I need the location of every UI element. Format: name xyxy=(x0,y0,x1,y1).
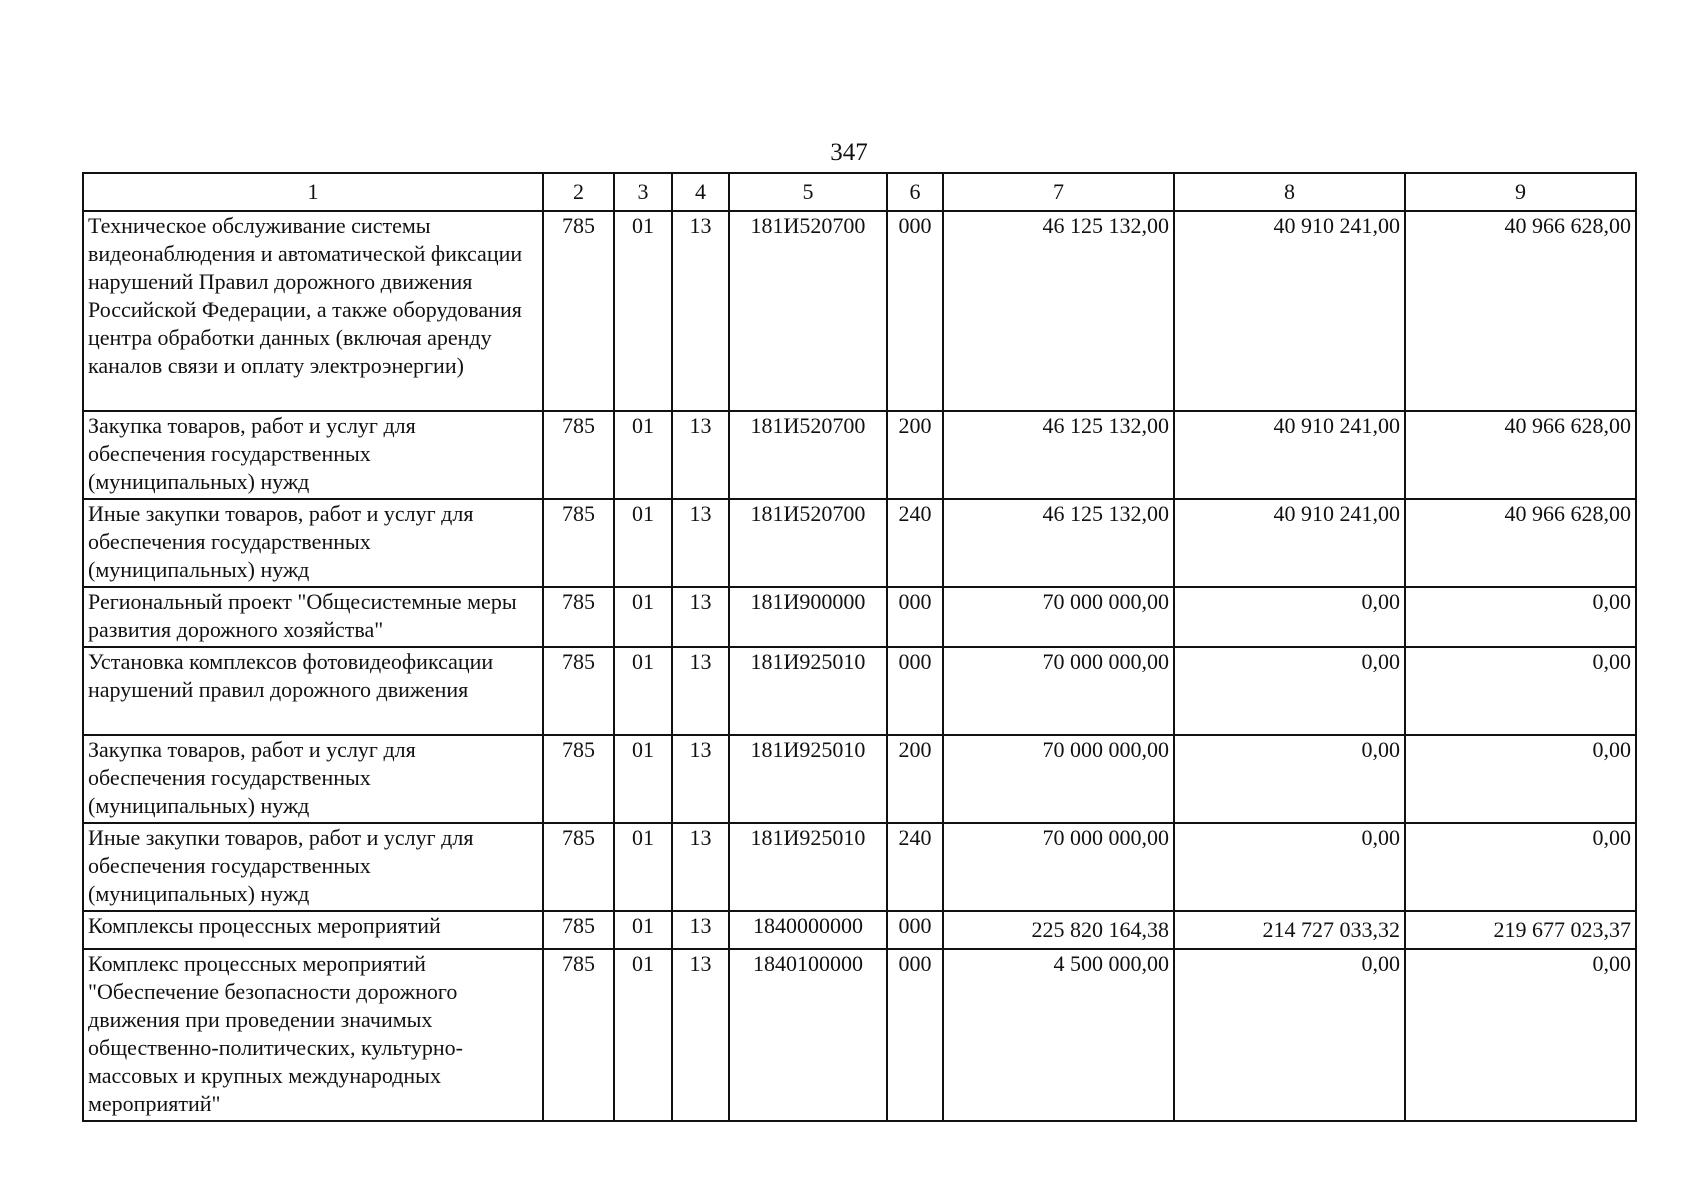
budget-table xyxy=(82,172,1637,1122)
amount-col9: 40 966 628,00 xyxy=(1405,499,1636,587)
item-name: Иные закупки товаров, работ и услуг для обеспечения государственных (муниципальных) нужд xyxy=(83,823,543,911)
subsection-code: 13 xyxy=(672,823,729,911)
subsection-code: 13 xyxy=(672,911,729,949)
expense-type-code: 000 xyxy=(887,949,943,1121)
column-header: 8 xyxy=(1174,173,1405,211)
section-code: 01 xyxy=(614,949,672,1121)
table-row xyxy=(83,587,1636,647)
amount-col7: 225 820 164,38 xyxy=(943,911,1174,949)
ministry-code: 785 xyxy=(543,647,614,735)
amount-col7: 46 125 132,00 xyxy=(943,411,1174,499)
ministry-code: 785 xyxy=(543,949,614,1121)
ministry-code: 785 xyxy=(543,499,614,587)
item-name: Техническое обслуживание системы видеонаблюдения и автоматической фиксации нарушений Правил дорожного движения Российской Федерации, а также оборудования центра обработки данных (включая аренду каналов связи и оплату электроэнергии) xyxy=(83,211,543,411)
ministry-code: 785 xyxy=(543,211,614,411)
ministry-code: 785 xyxy=(543,411,614,499)
target-article-code: 181И925010 xyxy=(729,647,887,735)
amount-col7: 70 000 000,00 xyxy=(943,735,1174,823)
subsection-code: 13 xyxy=(672,735,729,823)
amount-col8: 40 910 241,00 xyxy=(1174,499,1405,587)
column-header: 7 xyxy=(943,173,1174,211)
amount-col9: 0,00 xyxy=(1405,823,1636,911)
target-article-code: 1840000000 xyxy=(729,911,887,949)
expense-type-code: 240 xyxy=(887,499,943,587)
table-row xyxy=(83,499,1636,587)
ministry-code: 785 xyxy=(543,735,614,823)
item-name: Установка комплексов фотовидеофиксации нарушений правил дорожного движения xyxy=(83,647,543,735)
table-row xyxy=(83,411,1636,499)
amount-col8: 40 910 241,00 xyxy=(1174,411,1405,499)
item-name: Закупка товаров, работ и услуг для обеспечения государственных (муниципальных) нужд xyxy=(83,735,543,823)
amount-col9: 0,00 xyxy=(1405,587,1636,647)
column-header: 9 xyxy=(1405,173,1636,211)
amount-col8: 0,00 xyxy=(1174,647,1405,735)
expense-type-code: 000 xyxy=(887,647,943,735)
column-header: 3 xyxy=(614,173,672,211)
subsection-code: 13 xyxy=(672,411,729,499)
table-row xyxy=(83,911,1636,949)
expense-type-code: 240 xyxy=(887,823,943,911)
section-code: 01 xyxy=(614,411,672,499)
amount-col9: 219 677 023,37 xyxy=(1405,911,1636,949)
expense-type-code: 000 xyxy=(887,587,943,647)
column-header: 1 xyxy=(83,173,543,211)
item-name: Иные закупки товаров, работ и услуг для обеспечения государственных (муниципальных) нужд xyxy=(83,499,543,587)
column-header: 5 xyxy=(729,173,887,211)
column-header: 6 xyxy=(887,173,943,211)
amount-col8: 0,00 xyxy=(1174,735,1405,823)
amount-col8: 0,00 xyxy=(1174,949,1405,1121)
target-article-code: 1840100000 xyxy=(729,949,887,1121)
amount-col8: 0,00 xyxy=(1174,823,1405,911)
amount-col8: 0,00 xyxy=(1174,587,1405,647)
column-header: 2 xyxy=(543,173,614,211)
table-row xyxy=(83,949,1636,1121)
table-row xyxy=(83,735,1636,823)
ministry-code: 785 xyxy=(543,911,614,949)
table-row xyxy=(83,823,1636,911)
amount-col9: 0,00 xyxy=(1405,647,1636,735)
target-article-code: 181И520700 xyxy=(729,499,887,587)
section-code: 01 xyxy=(614,499,672,587)
subsection-code: 13 xyxy=(672,499,729,587)
target-article-code: 181И900000 xyxy=(729,587,887,647)
expense-type-code: 200 xyxy=(887,735,943,823)
target-article-code: 181И520700 xyxy=(729,411,887,499)
ministry-code: 785 xyxy=(543,823,614,911)
expense-type-code: 000 xyxy=(887,211,943,411)
subsection-code: 13 xyxy=(672,587,729,647)
section-code: 01 xyxy=(614,587,672,647)
item-name: Комплекс процессных мероприятий "Обеспечение безопасности дорожного движения при проведении значимых общественно-политических, культурно-массовых и крупных международных мероприятий" xyxy=(83,949,543,1121)
column-header: 4 xyxy=(672,173,729,211)
amount-col8: 40 910 241,00 xyxy=(1174,211,1405,411)
amount-col7: 70 000 000,00 xyxy=(943,587,1174,647)
table-row xyxy=(83,211,1636,411)
table-row xyxy=(83,647,1636,735)
section-code: 01 xyxy=(614,735,672,823)
amount-col7: 46 125 132,00 xyxy=(943,499,1174,587)
expense-type-code: 200 xyxy=(887,411,943,499)
amount-col7: 70 000 000,00 xyxy=(943,823,1174,911)
subsection-code: 13 xyxy=(672,949,729,1121)
section-code: 01 xyxy=(614,647,672,735)
amount-col9: 0,00 xyxy=(1405,735,1636,823)
column-number-row xyxy=(83,173,1636,211)
item-name: Закупка товаров, работ и услуг для обеспечения государственных (муниципальных) нужд xyxy=(83,411,543,499)
item-name: Комплексы процессных мероприятий xyxy=(83,911,543,949)
subsection-code: 13 xyxy=(672,211,729,411)
section-code: 01 xyxy=(614,211,672,411)
amount-col7: 46 125 132,00 xyxy=(943,211,1174,411)
amount-col9: 40 966 628,00 xyxy=(1405,211,1636,411)
page-number: 347 xyxy=(830,139,868,166)
ministry-code: 785 xyxy=(543,587,614,647)
target-article-code: 181И925010 xyxy=(729,735,887,823)
amount-col7: 70 000 000,00 xyxy=(943,647,1174,735)
item-name: Региональный проект "Общесистемные меры развития дорожного хозяйства" xyxy=(83,587,543,647)
target-article-code: 181И925010 xyxy=(729,823,887,911)
amount-col7: 4 500 000,00 xyxy=(943,949,1174,1121)
subsection-code: 13 xyxy=(672,647,729,735)
target-article-code: 181И520700 xyxy=(729,211,887,411)
section-code: 01 xyxy=(614,911,672,949)
amount-col8: 214 727 033,32 xyxy=(1174,911,1405,949)
amount-col9: 40 966 628,00 xyxy=(1405,411,1636,499)
amount-col9: 0,00 xyxy=(1405,949,1636,1121)
expense-type-code: 000 xyxy=(887,911,943,949)
section-code: 01 xyxy=(614,823,672,911)
